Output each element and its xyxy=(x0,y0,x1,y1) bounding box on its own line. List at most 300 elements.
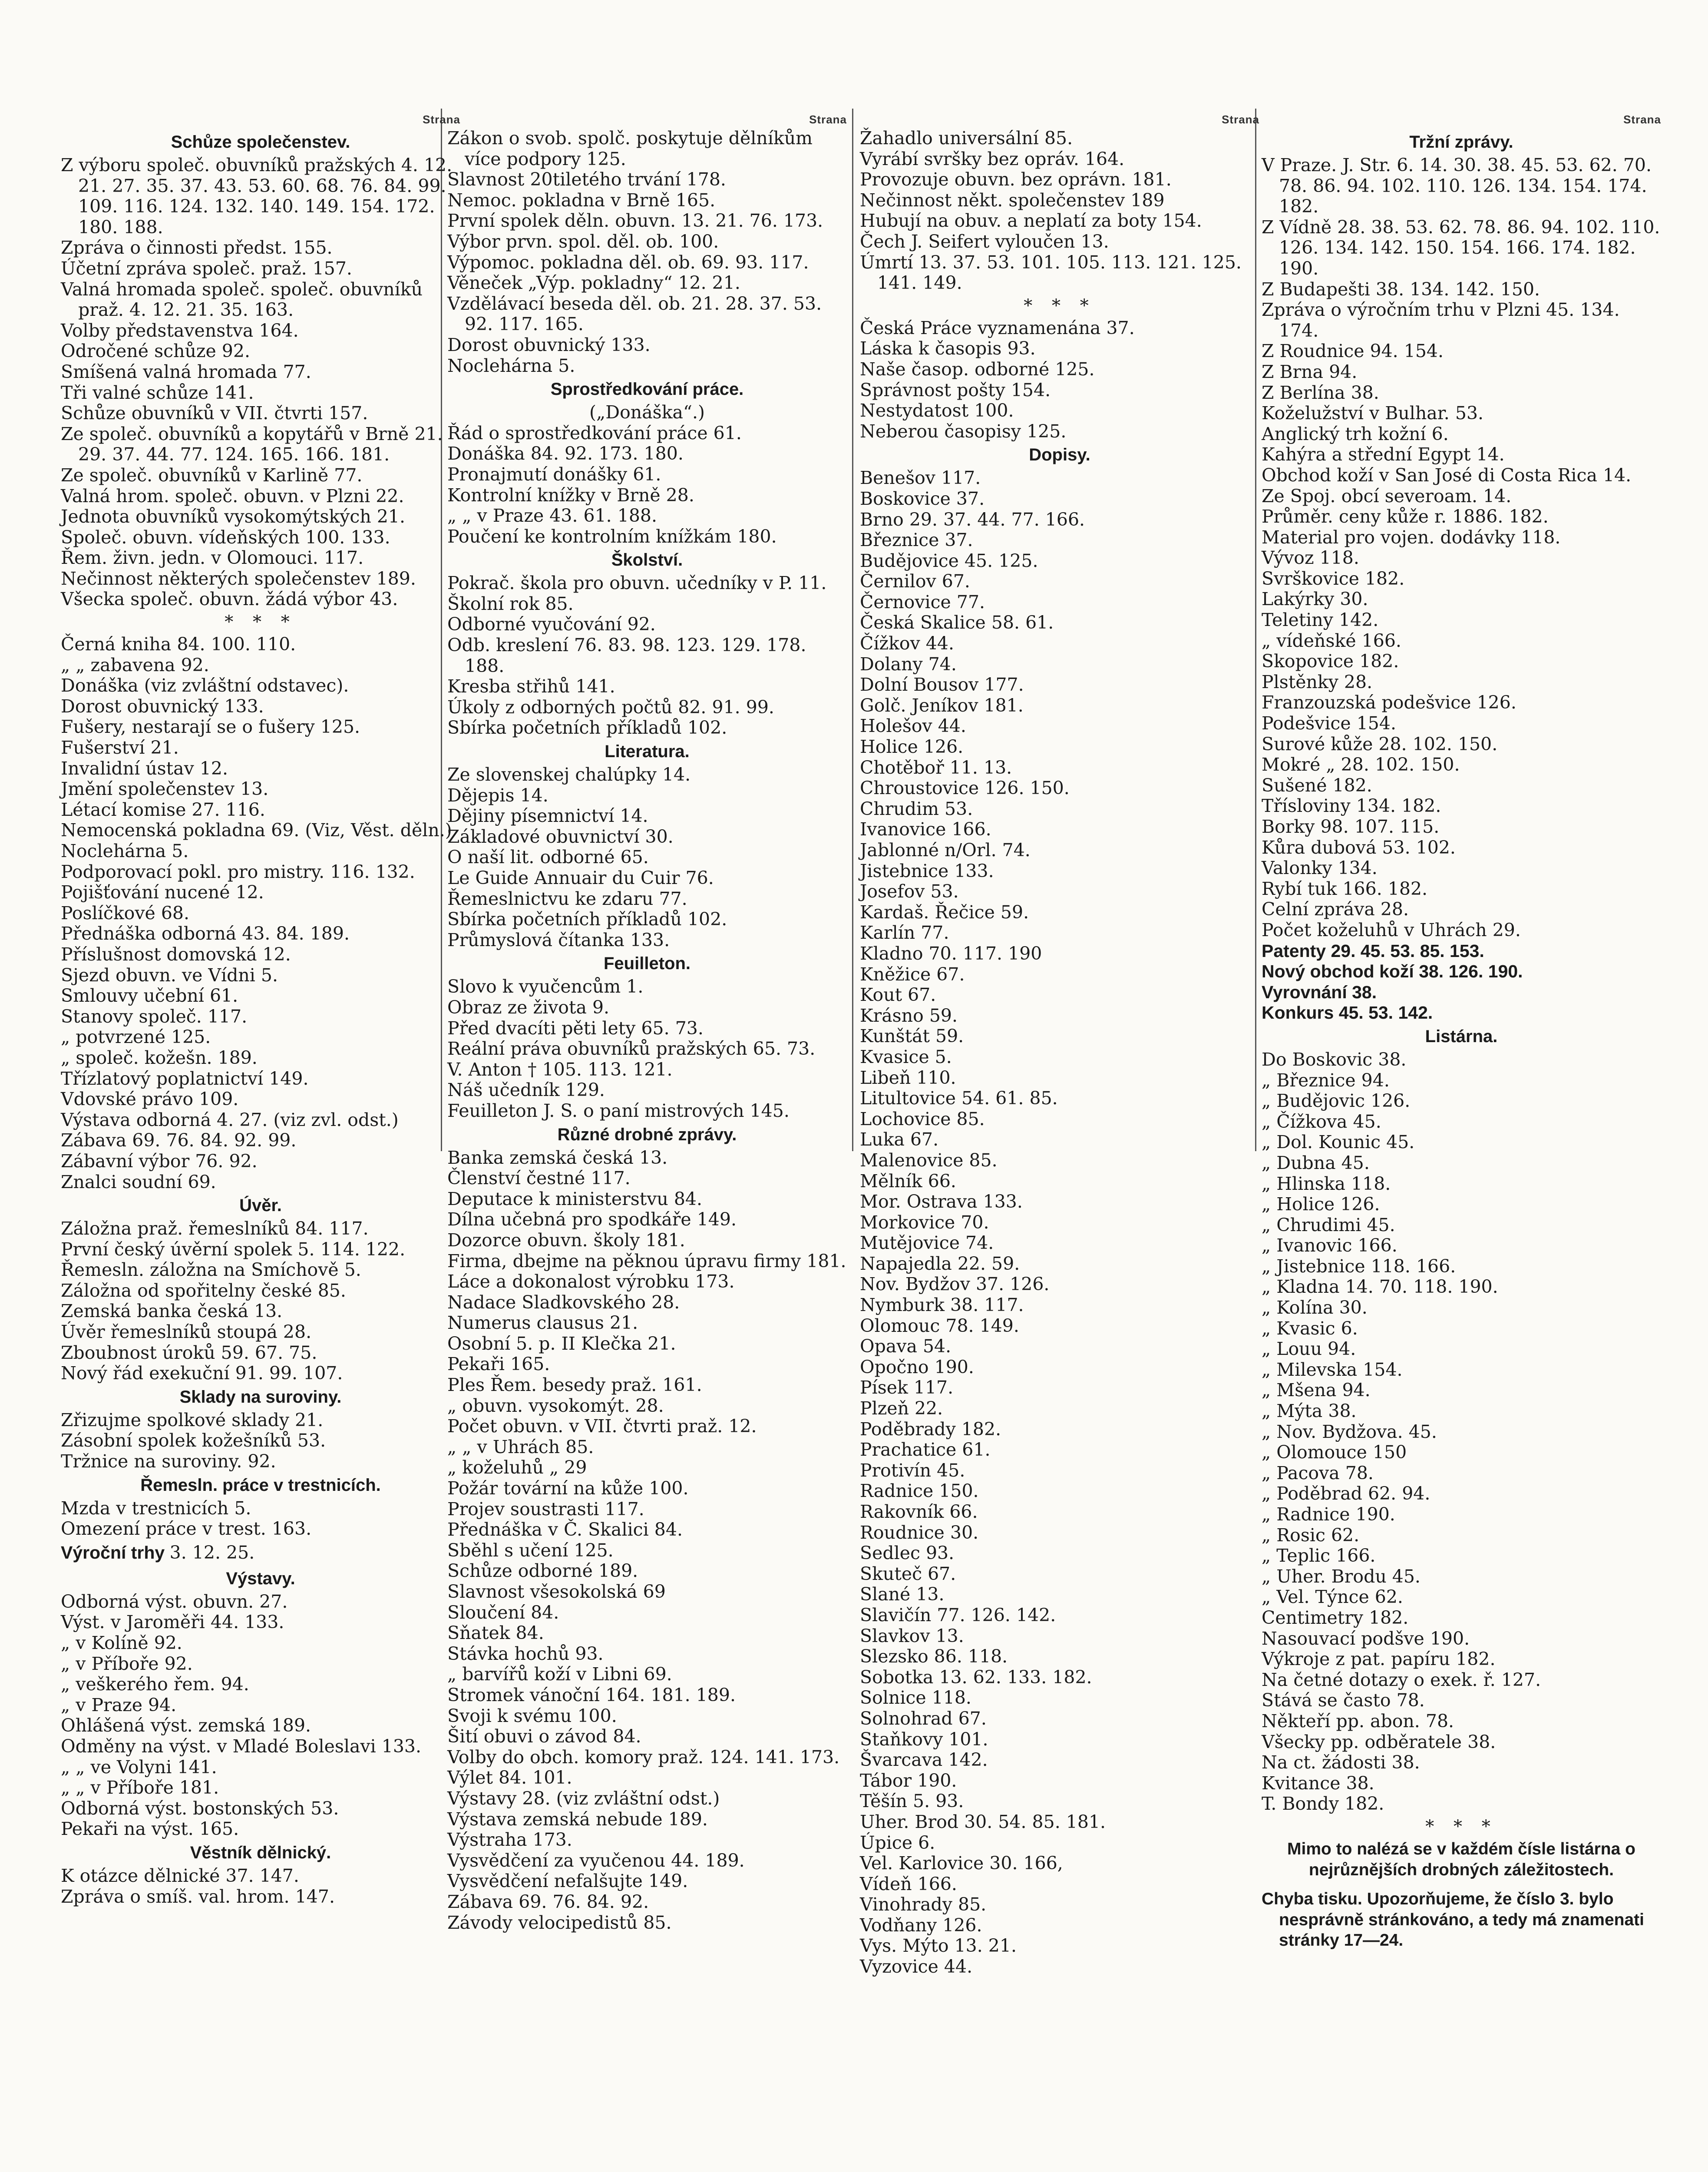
index-entry: Někteří pp. abon. 78. xyxy=(1262,1710,1454,1732)
section-title: Výstavy. xyxy=(226,1569,295,1588)
index-entry: Vzdělávací beseda děl. ob. 21. 28. 37. 53. 92. 117. 165. xyxy=(447,293,822,335)
index-entry: „ Ivanovic 166. xyxy=(1262,1235,1397,1256)
index-entry: Podporovací pokl. pro mistry. 116. 132. xyxy=(61,861,415,882)
index-entry: Ivanovice 166. xyxy=(860,819,991,840)
index-entry: Stává se často 78. xyxy=(1262,1690,1425,1711)
index-entry: Sbírka početních příkladů 102. xyxy=(447,909,727,930)
section-title: Věstník dělnický. xyxy=(190,1843,331,1862)
index-entry: Těšín 5. 93. xyxy=(860,1791,964,1812)
index-entry: Zboubnost úroků 59. 67. 75. xyxy=(61,1342,317,1363)
index-entry: Z Berlína 38. xyxy=(1262,382,1379,403)
index-entry: Prachatice 61. xyxy=(860,1439,991,1460)
section-title: Úvěr. xyxy=(239,1196,282,1215)
index-entry: Obraz ze života 9. xyxy=(447,997,610,1018)
index-entry: „ Vel. Týnce 62. xyxy=(1262,1586,1403,1608)
index-entry: Radnice 150. xyxy=(860,1480,979,1502)
index-entry: Staňkovy 101. xyxy=(860,1728,988,1750)
index-entry: „ vídeňské 166. xyxy=(1262,630,1401,651)
index-entry: Vodňany 126. xyxy=(860,1914,982,1936)
index-entry: Zábava 69. 76. 84. 92. 99. xyxy=(61,1130,297,1151)
index-entry: Černovice 77. xyxy=(860,591,985,613)
index-entry: Řád o sprostředkování práce 61. xyxy=(447,422,742,444)
index-entry: Volby představenstva 164. xyxy=(61,320,299,341)
index-entry: Černá kniha 84. 100. 110. xyxy=(61,634,296,655)
index-entry: Obchod koží v San José di Costa Rica 14. xyxy=(1262,464,1632,486)
listarna-note: Mimo to nalézá se v každém čísle listárna o nejrůznějších drobných záležitostech. xyxy=(1287,1839,1635,1879)
section-title: Feuilleton. xyxy=(604,954,690,973)
index-entry: Česká Práce vyznamenána 37. xyxy=(860,317,1135,338)
index-entry: Nový obchod koží 38. 126. 190. xyxy=(1262,961,1523,982)
index-entry: Zpráva o výročním trhu v Plzni 45. 134. 174. xyxy=(1262,299,1620,341)
index-entry: Karlín 77. xyxy=(860,922,949,944)
index-entry: Odročené schůze 92. xyxy=(61,341,250,362)
index-entry: Řemesln. záložna na Smíchově 5. xyxy=(61,1259,361,1281)
index-entry: Účetní zpráva společ. praž. 157. xyxy=(61,258,352,279)
index-entry: Centimetry 182. xyxy=(1262,1607,1409,1628)
index-entry: Dorost obuvnický 133. xyxy=(447,334,651,355)
index-entry: Přednáška odborná 43. 84. 189. xyxy=(61,923,350,944)
index-entry: Létací komise 27. 116. xyxy=(61,799,265,820)
index-entry: Skopovice 182. xyxy=(1262,651,1399,672)
index-entry: Školní rok 85. xyxy=(447,593,574,614)
index-entry: Průměr. ceny kůže r. 1886. 182. xyxy=(1262,506,1549,527)
index-entry: Žahadlo universální 85. xyxy=(860,128,1073,149)
index-entry: „ Teplic 166. xyxy=(1262,1545,1376,1566)
index-entry: Solnice 118. xyxy=(860,1687,971,1708)
index-entry: Výbor prvn. spol. děl. ob. 100. xyxy=(447,231,719,252)
index-entry: „ barvířů koží v Libni 69. xyxy=(447,1664,672,1685)
index-entry: Pokrač. škola pro obuvn. učedníky v P. 11. xyxy=(447,573,827,594)
index-entry: Opava 54. xyxy=(860,1336,951,1357)
index-entry: Nadace Sladkovského 28. xyxy=(447,1291,680,1313)
index-entry: Čech J. Seifert vyloučen 13. xyxy=(860,231,1109,252)
index-entry: Kněžice 67. xyxy=(860,963,965,985)
index-entry: Boskovice 37. xyxy=(860,488,985,509)
index-entry: „ „ ve Volyni 141. xyxy=(61,1756,217,1778)
index-entry: Na četné dotazy o exek. ř. 127. xyxy=(1262,1669,1541,1690)
index-entry: Dějepis 14. xyxy=(447,785,548,806)
index-entry: Úmrtí 13. 37. 53. 101. 105. 113. 121. 125. 141. 149. xyxy=(860,252,1242,294)
index-entry: Numerus clausus 21. xyxy=(447,1312,638,1334)
index-entry: Vysvědčení za vyučenou 44. 189. xyxy=(447,1850,745,1871)
index-entry: Závody velocipedistů 85. xyxy=(447,1912,672,1933)
index-entry: Uher. Brod 30. 54. 85. 181. xyxy=(860,1811,1106,1832)
index-entry: Banka zemská česká 13. xyxy=(447,1147,668,1168)
index-entry: Náš učedník 129. xyxy=(447,1079,605,1101)
index-entry: „ „ v Příboře 181. xyxy=(61,1777,219,1798)
index-entry: Omezení práce v trest. 163. xyxy=(61,1518,312,1540)
index-entry: Písek 117. xyxy=(860,1377,954,1398)
index-entry: Valná hrom. společ. obuvn. v Plzni 22. xyxy=(61,485,404,507)
index-entry: Tržnice na suroviny. 92. xyxy=(61,1451,276,1472)
index-entry: „ „ zabavena 92. xyxy=(61,654,209,675)
index-entry: Surové kůže 28. 102. 150. xyxy=(1262,733,1498,755)
index-entry: Ze společ. obuvníků v Karlině 77. xyxy=(61,464,363,486)
index-entry: Ze slovenskej chalúpky 14. xyxy=(447,764,691,785)
index-entry: „ Kladna 14. 70. 118. 190. xyxy=(1262,1276,1498,1298)
index-entry: Požár tovární na kůže 100. xyxy=(447,1478,689,1499)
index-entry: „ potvrzené 125. xyxy=(61,1026,211,1048)
index-entry: Nymburk 38. 117. xyxy=(860,1295,1024,1316)
index-entry: Sedlec 93. xyxy=(860,1543,955,1564)
index-entry: Borky 98. 107. 115. xyxy=(1262,816,1440,837)
index-entry: Příslušnost domovská 12. xyxy=(61,944,291,965)
strana-label: Strana xyxy=(809,113,847,126)
index-entry: Jablonné n/Orl. 74. xyxy=(860,840,1031,861)
index-entry: Stanovy společ. 117. xyxy=(61,1006,248,1027)
index-entry: Znalci soudní 69. xyxy=(61,1171,216,1192)
index-entry: „ Čížkova 45. xyxy=(1262,1111,1381,1132)
index-entry: Mutějovice 74. xyxy=(860,1232,994,1254)
index-entry: Golč. Jeníkov 181. xyxy=(860,695,1024,716)
index-entry: „ Dol. Kounic 45. xyxy=(1262,1132,1415,1153)
index-entry: Chotěboř 11. 13. xyxy=(860,757,1012,778)
index-entry: Svoji k svému 100. xyxy=(447,1705,617,1726)
index-entry: „ „ v Uhrách 85. xyxy=(447,1436,594,1457)
index-entry: Pojišťování nucené 12. xyxy=(61,882,264,903)
index-entry: Kůra dubová 53. 102. xyxy=(1262,837,1456,858)
index-entry: Mělník 66. xyxy=(860,1170,956,1192)
index-entry: „ koželuhů „ 29 xyxy=(447,1457,587,1478)
section-title: Tržní zprávy. xyxy=(1409,132,1513,152)
index-entry: Solnohrad 67. xyxy=(860,1708,987,1729)
index-entry: Napajedla 22. 59. xyxy=(860,1253,1020,1274)
index-entry: Litultovice 54. 61. 85. xyxy=(860,1088,1058,1109)
index-entry: Ze Spoj. obcí severoam. 14. xyxy=(1262,485,1512,507)
index-entry: „ v Kolíně 92. xyxy=(61,1632,182,1653)
index-entry: Slezsko 86. 118. xyxy=(860,1646,1008,1667)
index-entry: Nečinnost některých společenstev 189. xyxy=(61,568,416,589)
index-entry: „ Olomouce 150 xyxy=(1262,1442,1407,1463)
index-entry: Skuteč 67. xyxy=(860,1563,956,1584)
index-entry: Koželužství v Bulhar. 53. xyxy=(1262,403,1484,424)
index-entry: Česká Skalice 58. 61. xyxy=(860,612,1054,633)
index-entry: Neberou časopisy 125. xyxy=(860,420,1067,442)
index-entry: Úkoly z odborných počtů 82. 91. 99. xyxy=(447,696,774,718)
index-entry: Odměny na výst. v Mladé Boleslavi 133. xyxy=(61,1735,422,1757)
index-entry: Společ. obuvn. vídeňských 100. 133. xyxy=(61,526,390,548)
index-entry: Úvěr řemeslníků stoupá 28. xyxy=(61,1321,312,1343)
index-column-2 xyxy=(447,111,847,1933)
index-entry: Nasouvací podšve 190. xyxy=(1262,1628,1470,1649)
index-entry: Sjezd obuvn. ve Vídni 5. xyxy=(61,964,278,986)
index-entry: Slané 13. xyxy=(860,1584,945,1605)
index-entry: Kresba střihů 141. xyxy=(447,676,615,697)
index-entry: Vel. Karlovice 30. 166, xyxy=(860,1853,1063,1874)
index-entry: Noclehárna 5. xyxy=(447,355,575,376)
index-entry: Valná hromada společ. společ. obuvníků praž. 4. 12. 21. 35. 163. xyxy=(61,278,423,321)
index-entry: Budějovice 45. 125. xyxy=(860,550,1038,571)
index-entry: Vinohrady 85. xyxy=(860,1894,987,1915)
index-entry: První český úvěrní spolek 5. 114. 122. xyxy=(61,1238,406,1260)
index-entry: Výstraha 173. xyxy=(447,1829,572,1851)
index-entry: Stávka hochů 93. xyxy=(447,1643,604,1664)
index-entry: Malenovice 85. xyxy=(860,1149,998,1171)
index-entry: Krásno 59. xyxy=(860,1005,958,1026)
index-entry: „ Jistebnice 118. 166. xyxy=(1262,1255,1456,1277)
index-entry: Třísloviny 134. 182. xyxy=(1262,795,1441,817)
index-entry: Roudnice 30. xyxy=(860,1522,979,1543)
section-title: Různé drobné zprávy. xyxy=(557,1125,737,1144)
index-entry: Nov. Bydžov 37. 126. xyxy=(860,1274,1050,1295)
index-entry: Dorost obuvnický 133. xyxy=(61,695,264,717)
index-entry: „ Uher. Brodu 45. xyxy=(1262,1566,1421,1587)
index-entry: Vídeň 166. xyxy=(860,1873,957,1894)
index-entry: Firma, dbejme na pěknou úpravu firmy 181. xyxy=(447,1250,846,1271)
index-entry: Sloučení 84. xyxy=(447,1602,559,1623)
index-entry: Ohlášená výst. zemská 189. xyxy=(61,1715,311,1736)
index-entry: „ Milevska 154. xyxy=(1262,1359,1403,1380)
index-entry: Vyzovice 44. xyxy=(860,1956,973,1977)
errata-label: Chyba tisku. xyxy=(1262,1890,1362,1909)
section-separator-stars: * * * xyxy=(1425,1816,1497,1837)
index-entry: Jmění společenstev 13. xyxy=(61,778,269,800)
index-entry: Plstěnky 28. xyxy=(1262,671,1373,692)
index-entry: Přednáška v Č. Skalici 84. xyxy=(447,1519,683,1540)
index-entry: Láce a dokonalost výrobku 173. xyxy=(447,1271,735,1292)
index-entry: Z Brna 94. xyxy=(1262,361,1358,382)
index-entry: „ Dubna 45. xyxy=(1262,1152,1370,1173)
index-entry: „ Mšena 94. xyxy=(1262,1380,1371,1401)
index-entry: Švarcava 142. xyxy=(860,1749,988,1771)
index-entry: Šití obuvi o závod 84. xyxy=(447,1726,641,1747)
index-entry: Smlouvy učební 61. xyxy=(61,985,238,1007)
index-entry: Stromek vánoční 164. 181. 189. xyxy=(447,1684,736,1705)
index-entry: „ Budějovic 126. xyxy=(1262,1090,1411,1112)
index-entry: „ veškerého řem. 94. xyxy=(61,1674,249,1695)
index-entry: Z Vídně 28. 38. 53. 62. 78. 86. 94. 102. 110. 126. 134. 142. 150. 154. 166. 174. 182. 190. xyxy=(1262,216,1660,279)
index-entry: Záložna praž. řemeslníků 84. 117. xyxy=(61,1218,369,1239)
index-entry: Kout 67. xyxy=(860,984,936,1006)
index-entry: Správnost pošty 154. xyxy=(860,379,1051,401)
index-entry: Projev soustrasti 117. xyxy=(447,1498,644,1520)
index-entry: Olomouc 78. 149. xyxy=(860,1315,1019,1336)
index-entry: „ v Praze 94. xyxy=(61,1694,177,1715)
index-entry: Dolní Bousov 177. xyxy=(860,674,1024,695)
section-inline-value: 3. 12. 25. xyxy=(169,1542,255,1563)
index-entry: Celní zpráva 28. xyxy=(1262,899,1409,920)
index-entry: Volby do obch. komory praž. 124. 141. 173. xyxy=(447,1746,840,1768)
index-entry: Řemeslnictvu ke zdaru 77. xyxy=(447,888,687,909)
index-entry: Kardaš. Řečice 59. xyxy=(860,901,1029,923)
index-entry: Lochovice 85. xyxy=(860,1108,985,1129)
index-entry: Sběhl s učení 125. xyxy=(447,1540,614,1561)
index-entry: Svrškovice 182. xyxy=(1262,568,1405,589)
index-entry: Ze společ. obuvníků a kopytářů v Brně 21. 29. 37. 44. 77. 124. 165. 166. 181. xyxy=(61,423,443,465)
index-entry: Výstava odborná 4. 27. (viz zvl. odst.) xyxy=(61,1109,399,1130)
section-subtitle: („Donáška“.) xyxy=(589,402,705,423)
index-entry: V. Anton † 105. 113. 121. xyxy=(447,1059,673,1080)
index-entry: Franzouzská podešvice 126. xyxy=(1262,692,1516,713)
index-entry: Tři valné schůze 141. xyxy=(61,382,254,403)
column-divider xyxy=(852,109,853,1151)
index-entry: Láska k časopis 93. xyxy=(860,338,1036,359)
index-entry: Kvitance 38. xyxy=(1262,1772,1374,1794)
section-separator-stars: * * * xyxy=(225,612,297,632)
index-entry: Všecka společ. obuvn. žádá výbor 43. xyxy=(61,589,398,610)
strana-label: Strana xyxy=(1222,113,1259,126)
index-entry: Dolany 74. xyxy=(860,653,957,675)
index-entry: Dozorce obuvn. školy 181. xyxy=(447,1229,685,1251)
index-entry: T. Bondy 182. xyxy=(1262,1793,1384,1814)
index-entry: Luka 67. xyxy=(860,1129,939,1150)
index-entry: Řem. živn. jedn. v Olomouci. 117. xyxy=(61,547,364,569)
index-entry: Nestydatost 100. xyxy=(860,400,1014,421)
index-entry: „ Poděbrad 62. 94. xyxy=(1262,1483,1430,1504)
index-entry: Zpráva o smíš. val. hrom. 147. xyxy=(61,1886,335,1907)
index-entry: Lakýrky 30. xyxy=(1262,589,1368,610)
index-entry: Z Roudnice 94. 154. xyxy=(1262,341,1444,362)
index-entry: Sobotka 13. 62. 133. 182. xyxy=(860,1666,1092,1688)
section-title: Školství. xyxy=(611,550,683,570)
index-entry: Plzeň 22. xyxy=(860,1398,943,1419)
index-entry: Josefov 53. xyxy=(860,881,959,902)
index-entry: „ v Příboře 92. xyxy=(61,1653,193,1674)
index-entry: Vyrábí svršky bez opráv. 164. xyxy=(860,148,1125,169)
index-entry: Nový řád exekuční 91. 99. 107. xyxy=(61,1363,343,1384)
index-entry: Na ct. žádosti 38. xyxy=(1262,1752,1420,1773)
index-entry: Pronajmutí donášky 61. xyxy=(447,464,661,485)
index-entry: Rakovník 66. xyxy=(860,1501,978,1522)
index-entry: Odborné vyučování 92. xyxy=(447,614,656,635)
index-entry: Kahýra a střední Egypt 14. xyxy=(1262,444,1505,465)
index-entry: Zásobní spolek kožešníků 53. xyxy=(61,1430,326,1451)
index-entry: Patenty 29. 45. 53. 85. 153. xyxy=(1262,940,1484,961)
index-entry: „ Kolína 30. xyxy=(1262,1297,1368,1318)
index-entry: Valonky 134. xyxy=(1262,858,1378,879)
index-entry: Benešov 117. xyxy=(860,467,981,489)
index-column-1 xyxy=(61,111,460,1907)
index-entry: Jistebnice 133. xyxy=(860,860,994,881)
index-entry: Výpomoc. pokladna děl. ob. 69. 93. 117. xyxy=(447,252,809,273)
index-entry: Výst. v Jaroměři 44. 133. xyxy=(61,1612,284,1633)
index-entry: Mor. Ostrava 133. xyxy=(860,1191,1023,1212)
index-entry: Výstavy 28. (viz zvláštní odst.) xyxy=(447,1788,720,1809)
index-entry: Nečinnost někt. společenstev 189 xyxy=(860,189,1165,211)
index-entry: Vys. Mýto 13. 21. xyxy=(860,1935,1017,1957)
index-entry: Z Budapešti 38. 134. 142. 150. xyxy=(1262,278,1540,300)
index-entry: Černilov 67. xyxy=(860,571,970,592)
index-entry: Poděbrady 182. xyxy=(860,1418,1001,1440)
index-entry: Tábor 190. xyxy=(860,1770,957,1791)
index-entry: Ples Řem. besedy praž. 161. xyxy=(447,1374,702,1396)
index-entry: Výlet 84. 101. xyxy=(447,1767,572,1788)
index-entry: První spolek děln. obuvn. 13. 21. 76. 173. xyxy=(447,210,823,232)
index-entry: Základové obuvnictví 30. xyxy=(447,826,674,847)
index-entry: Zemská banka česká 13. xyxy=(61,1301,283,1322)
section-title: Listárna. xyxy=(1425,1026,1498,1046)
index-entry: Výkroje z pat. papíru 182. xyxy=(1262,1649,1496,1670)
index-entry: Noclehárna 5. xyxy=(61,841,189,861)
section-title: Řemesln. práce v trestnicích. xyxy=(140,1475,381,1495)
index-entry: Z výboru společ. obuvníků pražských 4. 12. 21. 27. 35. 37. 43. 53. 60. 68. 76. 84. 99. 109. 116. 124. 132. 140. 149. 154. 172. 180. 188. xyxy=(61,155,453,238)
index-entry: Sbírka početních příkladů 102. xyxy=(447,717,727,738)
index-entry: Morkovice 70. xyxy=(860,1212,989,1233)
index-entry: Brno 29. 37. 44. 77. 166. xyxy=(860,509,1085,530)
section-title: Dopisy. xyxy=(1029,445,1090,465)
index-entry: Zpráva o činnosti předst. 155. xyxy=(61,237,333,258)
index-entry: Kvasice 5. xyxy=(860,1046,952,1067)
section-title: Sklady na suroviny. xyxy=(179,1387,342,1407)
index-entry: Nemocenská pokladna 69. (Viz, Věst. děln.) xyxy=(61,820,452,841)
index-entry: Odborná výst. obuvn. 27. xyxy=(61,1591,288,1612)
index-entry: Fušerství 21. xyxy=(61,737,179,758)
index-entry: Libeň 110. xyxy=(860,1067,956,1088)
section-separator-stars: * * * xyxy=(1024,295,1096,316)
index-entry: Počet obuvn. v VII. čtvrti praž. 12. xyxy=(447,1416,757,1437)
index-entry: Do Boskovic 38. xyxy=(1262,1049,1407,1070)
strana-label: Strana xyxy=(423,113,460,126)
index-entry: Naše časop. odborné 125. xyxy=(860,358,1095,380)
index-entry: Opočno 190. xyxy=(860,1356,974,1377)
index-entry: K otázce dělnické 37. 147. xyxy=(61,1865,299,1886)
index-entry: „ Mýta 38. xyxy=(1262,1401,1357,1422)
index-entry: Před dvacíti pěti lety 65. 73. xyxy=(447,1017,704,1039)
index-entry: Úpice 6. xyxy=(860,1832,935,1853)
section-title: Schůze společenstev. xyxy=(171,132,350,152)
index-entry: Hubují na obuv. a neplatí za boty 154. xyxy=(860,210,1202,232)
index-entry: Slavnost 20tiletého trvání 178. xyxy=(447,169,726,190)
index-entry: Zábava 69. 76. 84. 92. xyxy=(447,1891,649,1912)
index-entry: Fušery, nestarají se o fušery 125. xyxy=(61,716,360,738)
index-entry: Rybí tuk 166. 182. xyxy=(1262,878,1428,899)
index-entry: „ „ v Praze 43. 61. 188. xyxy=(447,505,657,526)
index-entry: „ Chrudimi 45. xyxy=(1262,1214,1395,1235)
index-entry: Členství čestné 117. xyxy=(447,1168,631,1189)
index-entry: „ Kvasic 6. xyxy=(1262,1318,1358,1339)
index-entry: Počet koželuhů v Uhrách 29. xyxy=(1262,919,1521,940)
index-entry: Výstava zemská nebude 189. xyxy=(447,1808,708,1830)
index-entry: Holešov 44. xyxy=(860,715,966,737)
index-entry: Vysvědčení nefalšujte 149. xyxy=(447,1871,688,1892)
index-column-3 xyxy=(860,111,1259,1977)
index-entry: Průmyslová čítanka 133. xyxy=(447,929,670,950)
index-entry: Třízlatový poplatnictví 149. xyxy=(61,1068,309,1089)
index-entry: Zákon o svob. spolč. poskytuje dělníkům více podpory 125. xyxy=(447,128,813,169)
index-entry: Podešvice 154. xyxy=(1262,713,1396,734)
index-entry: Deputace k ministerstvu 84. xyxy=(447,1188,703,1209)
index-entry: „ Holice 126. xyxy=(1262,1194,1380,1215)
index-entry: Dílna učebná pro spodkáře 149. xyxy=(447,1209,737,1230)
index-entry: V Praze. J. Str. 6. 14. 30. 38. 45. 53. 62. 70. 78. 86. 94. 102. 110. 126. 134. 154. 174. 182. xyxy=(1262,155,1652,217)
index-entry: Slavičín 77. 126. 142. xyxy=(860,1604,1056,1626)
index-entry: Jednota obuvníků vysokomýtských 21. xyxy=(61,506,406,527)
index-entry: Schůze obuvníků v VII. čtvrti 157. xyxy=(61,403,368,424)
index-entry: Chroustovice 126. 150. xyxy=(860,778,1070,799)
index-entry: Dějiny písemnictví 14. xyxy=(447,805,648,827)
index-entry: Chrudim 53. xyxy=(860,798,973,819)
index-entry: „ Hlinska 118. xyxy=(1262,1173,1391,1194)
index-entry: Zřizujme spolkové sklady 21. xyxy=(61,1409,324,1430)
index-entry: Poučení ke kontrolním knížkám 180. xyxy=(447,526,777,547)
index-entry: „ obuvn. vysokomýt. 28. xyxy=(447,1395,664,1416)
errata-text: Upozorňujeme, že číslo 3. bylo nesprávně stránkováno, a tedy má znamenati stránky 17—24. xyxy=(1279,1890,1644,1950)
index-entry: „ Louu 94. xyxy=(1262,1338,1356,1360)
index-entry: „ Březnice 94. xyxy=(1262,1069,1390,1091)
index-entry: Smíšená valná hromada 77. xyxy=(61,361,311,382)
index-entry: Donáška (viz zvláštní odstavec). xyxy=(61,675,349,696)
index-entry: Anglický trh kožní 6. xyxy=(1262,423,1449,444)
index-entry: Donáška 84. 92. 173. 180. xyxy=(447,443,684,464)
index-entry: „ Pacova 78. xyxy=(1262,1462,1374,1483)
index-entry: Provozuje obuvn. bez oprávn. 181. xyxy=(860,169,1172,190)
index-entry: Kladno 70. 117. 190 xyxy=(860,943,1042,964)
errata-note xyxy=(1262,1889,1661,1951)
index-entry: Slavkov 13. xyxy=(860,1625,964,1646)
index-entry: Sňatek 84. xyxy=(447,1622,544,1644)
index-entry: Konkurs 45. 53. 142. xyxy=(1262,1003,1433,1023)
index-entry: Invalidní ústav 12. xyxy=(61,758,228,779)
